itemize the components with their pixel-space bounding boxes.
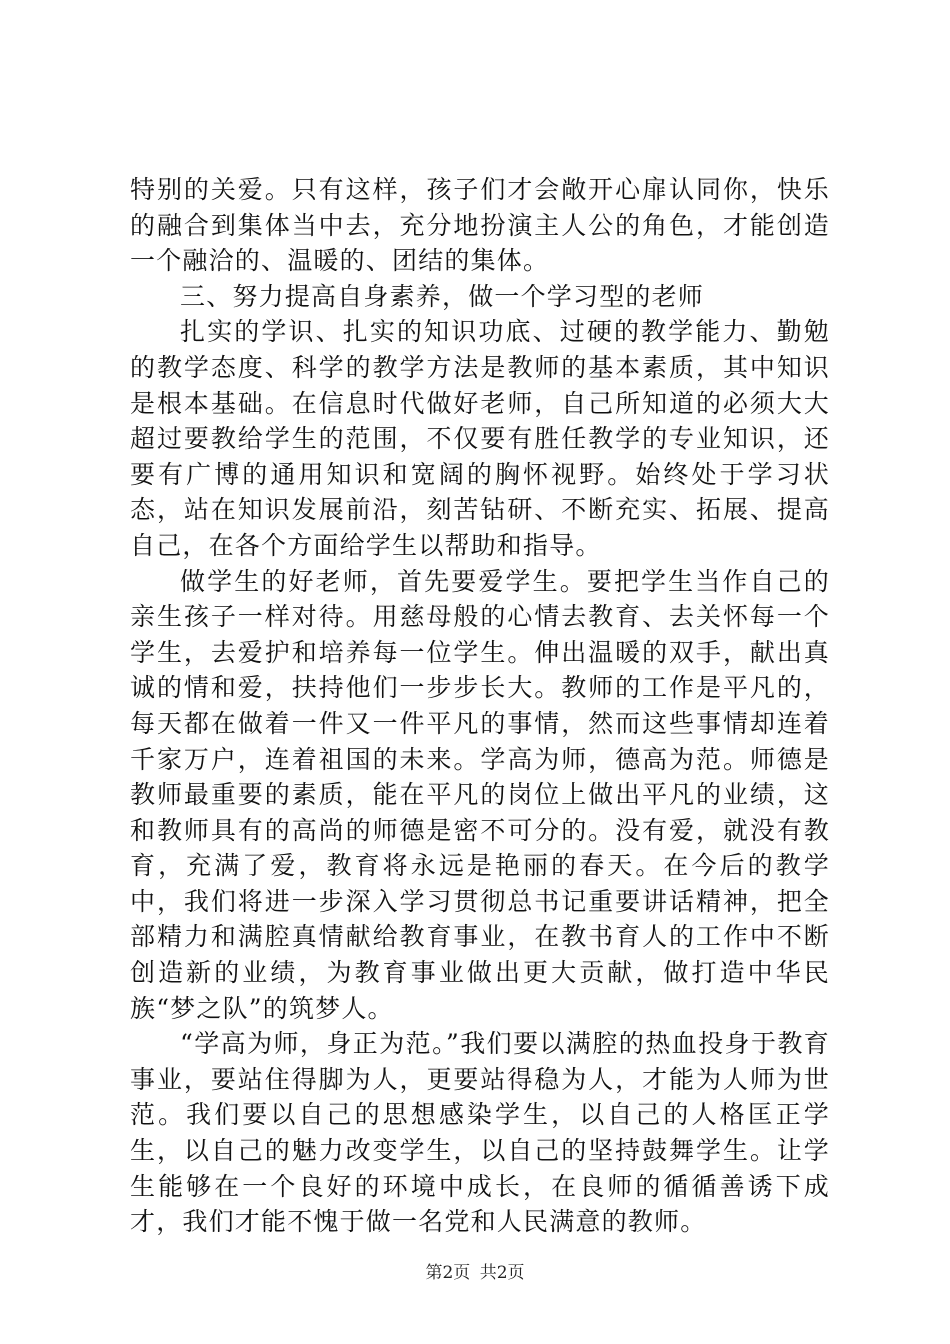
page-footer xyxy=(0,1262,950,1284)
document-body xyxy=(130,172,830,1240)
paragraph: 扎实的学识、扎实的知识功底、过硬的教学能力、勤勉的教学态度、科学的教学方法是教师的基本素质，其中知识是根本基础。在信息时代做好老师，自己所知道的必须大大超过要教给学生的范围，不仅要有胜任教学的专业知识，还要有广博的通用知识和宽阔的胸怀视野。始终处于学习状态，站在知识发展前沿，刻苦钻研、不断充实、拓展、提高自己，在各个方面给学生以帮助和指导。 xyxy=(130,317,830,560)
paragraph: 做学生的好老师，首先要爱学生。要把学生当作自己的亲生孩子一样对待。用慈母般的心情去教育、去关怀每一个学生，去爱护和培养每一位学生。伸出温暖的双手，献出真诚的情和爱，扶持他们一步步长大。教师的工作是平凡的，每天都在做着一件又一件平凡的事情，然而这些事情却连着千家万户，连着祖国的未来。学高为师，德高为范。师德是教师最重要的素质，能在平凡的岗位上做出平凡的业绩，这和教师具有的高尚的师德是密不可分的。没有爱，就没有教育，充满了爱，教育将永远是艳丽的春天。在今后的教学中，我们将进一步深入学习贯彻总书记重要讲话精神，把全部精力和满腔真情献给教育事业，在教书育人的工作中不断创造新的业绩，为教育事业做出更大贡献，做打造中华民族“梦之队”的筑梦人。 xyxy=(130,566,830,1023)
paragraph: “学高为师，身正为范。”我们要以满腔的热血投身于教育事业，要站住得脚为人，更要站得稳为人，才能为人师为世范。我们要以自己的思想感染学生，以自己的人格匡正学生，以自己的魅力改变学生，以自己的坚持鼓舞学生。让学生能够在一个良好的环境中成长，在良师的循循善诱下成才，我们才能不愧于做一名党和人民满意的教师。 xyxy=(130,1029,830,1237)
page-total: 共2页 xyxy=(479,1263,525,1283)
paragraph-continuation: 特别的关爱。只有这样，孩子们才会敞开心扉认同你，快乐的融合到集体当中去，充分地扮演主人公的角色，才能创造一个融洽的、温暖的、团结的集体。 xyxy=(130,175,830,276)
section-heading: 三、努力提高自身素养，做一个学习型的老师 xyxy=(180,281,705,311)
page-number: 第2页 xyxy=(425,1263,471,1283)
